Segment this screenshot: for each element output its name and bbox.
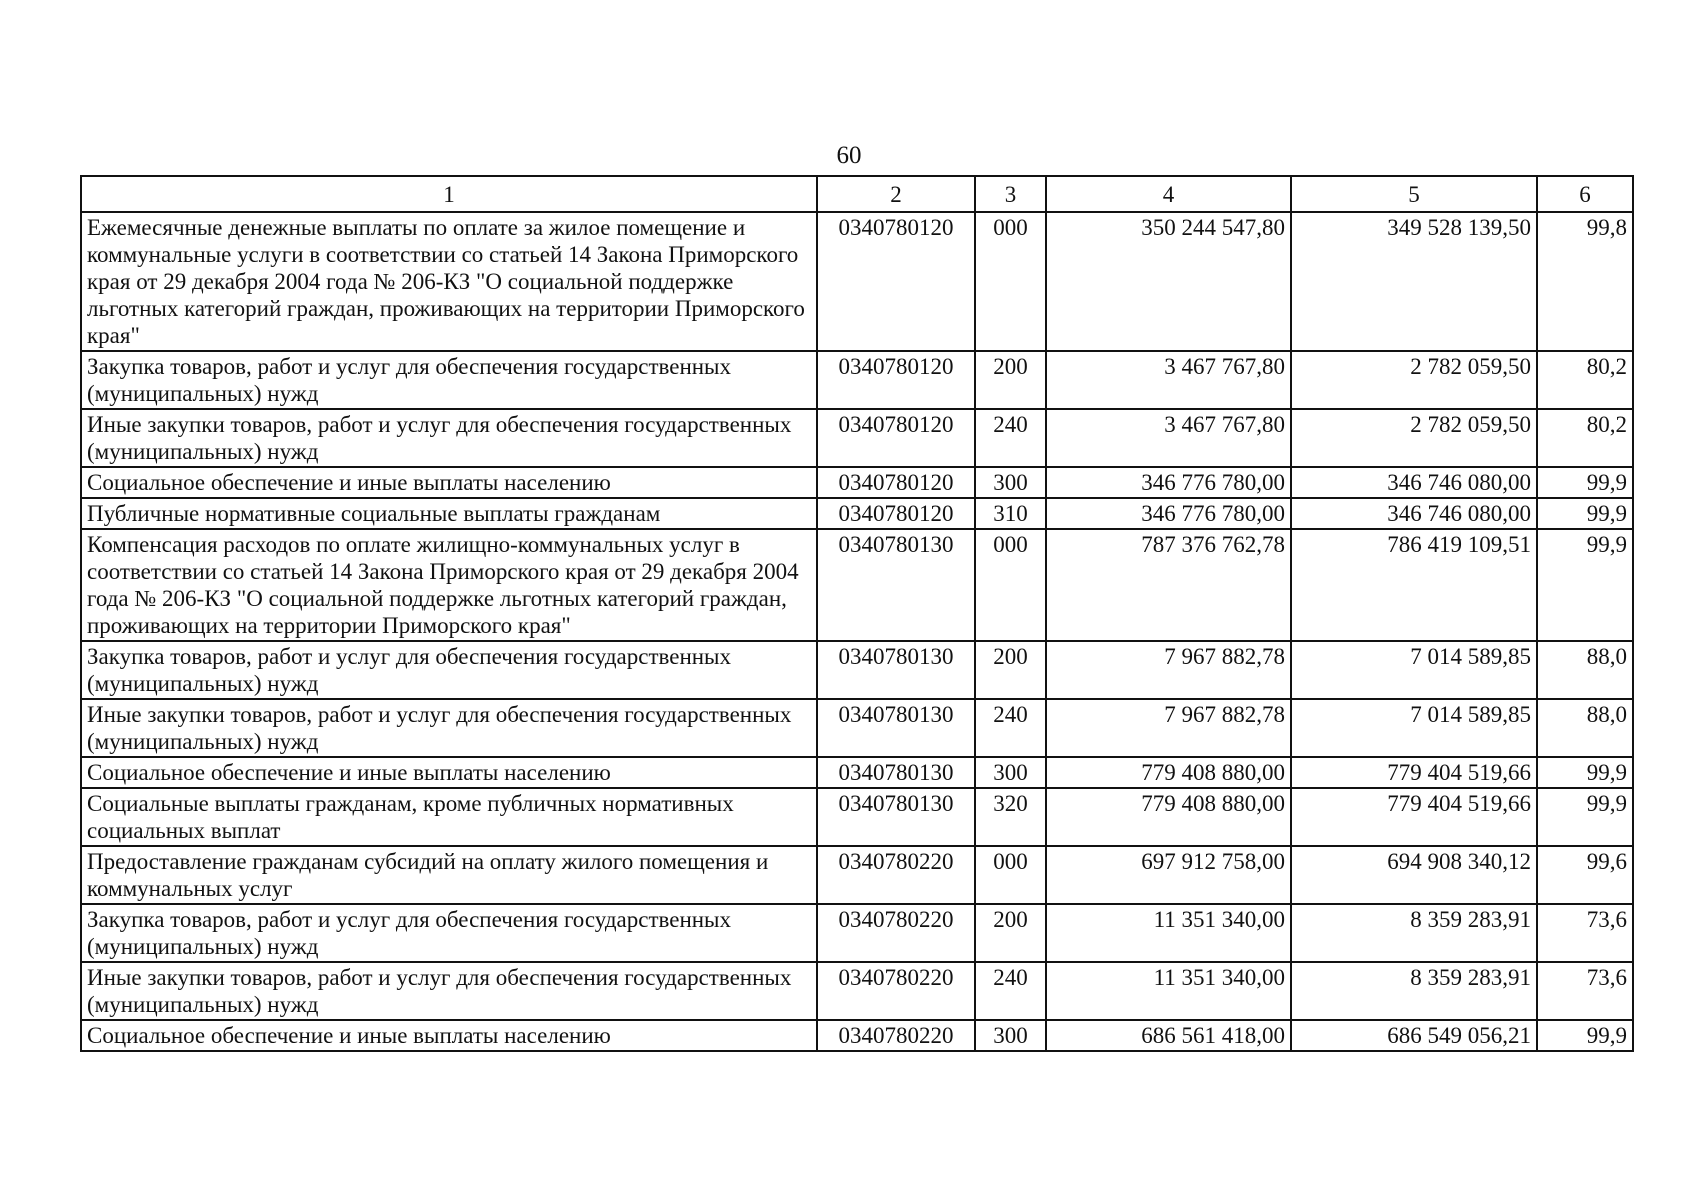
table-row	[81, 846, 1633, 904]
row-expense-type: 200	[975, 351, 1046, 409]
row-percent: 99,9	[1537, 757, 1633, 788]
row-planned: 346 776 780,00	[1046, 467, 1291, 498]
row-name: Социальные выплаты гражданам, кроме публичных нормативных социальных выплат	[81, 788, 817, 846]
table-row	[81, 351, 1633, 409]
row-expense-type: 240	[975, 409, 1046, 467]
row-executed: 349 528 139,50	[1291, 212, 1537, 351]
row-percent: 80,2	[1537, 409, 1633, 467]
row-name: Закупка товаров, работ и услуг для обеспечения государственных (муниципальных) нужд	[81, 904, 817, 962]
column-header-6: 6	[1537, 176, 1633, 212]
row-percent: 99,9	[1537, 529, 1633, 641]
row-code: 0340780130	[817, 529, 975, 641]
row-code: 0340780220	[817, 962, 975, 1020]
row-code: 0340780120	[817, 409, 975, 467]
row-planned: 3 467 767,80	[1046, 351, 1291, 409]
row-planned: 11 351 340,00	[1046, 962, 1291, 1020]
row-expense-type: 200	[975, 904, 1046, 962]
column-header-5: 5	[1291, 176, 1537, 212]
row-code: 0340780120	[817, 467, 975, 498]
row-executed: 346 746 080,00	[1291, 467, 1537, 498]
row-name: Иные закупки товаров, работ и услуг для обеспечения государственных (муниципальных) нужд	[81, 699, 817, 757]
row-code: 0340780130	[817, 788, 975, 846]
row-percent: 99,9	[1537, 467, 1633, 498]
row-percent: 99,9	[1537, 498, 1633, 529]
row-expense-type: 000	[975, 529, 1046, 641]
row-code: 0340780220	[817, 904, 975, 962]
row-name: Компенсация расходов по оплате жилищно-коммунальных услуг в соответствии со статьей 14 Закона Приморского края от 29 декабря 2004 года № 206-КЗ "О социальной поддержке льготных категорий граждан, проживающих на территории Приморского края"	[81, 529, 817, 641]
table-row	[81, 409, 1633, 467]
row-name: Публичные нормативные социальные выплаты гражданам	[81, 498, 817, 529]
row-executed: 346 746 080,00	[1291, 498, 1537, 529]
table-row	[81, 904, 1633, 962]
row-expense-type: 320	[975, 788, 1046, 846]
row-executed: 2 782 059,50	[1291, 351, 1537, 409]
row-code: 0340780220	[817, 846, 975, 904]
table-row	[81, 498, 1633, 529]
page-number: 60	[836, 142, 862, 169]
row-percent: 88,0	[1537, 699, 1633, 757]
row-percent: 99,6	[1537, 846, 1633, 904]
row-executed: 7 014 589,85	[1291, 641, 1537, 699]
table-row	[81, 467, 1633, 498]
row-executed: 694 908 340,12	[1291, 846, 1537, 904]
row-expense-type: 000	[975, 846, 1046, 904]
table-row	[81, 757, 1633, 788]
column-header-1: 1	[81, 176, 817, 212]
row-planned: 697 912 758,00	[1046, 846, 1291, 904]
row-percent: 88,0	[1537, 641, 1633, 699]
row-code: 0340780130	[817, 699, 975, 757]
row-planned: 7 967 882,78	[1046, 641, 1291, 699]
row-planned: 11 351 340,00	[1046, 904, 1291, 962]
row-expense-type: 240	[975, 962, 1046, 1020]
row-expense-type: 200	[975, 641, 1046, 699]
row-planned: 787 376 762,78	[1046, 529, 1291, 641]
row-name: Закупка товаров, работ и услуг для обеспечения государственных (муниципальных) нужд	[81, 641, 817, 699]
row-name: Иные закупки товаров, работ и услуг для обеспечения государственных (муниципальных) нужд	[81, 962, 817, 1020]
row-name: Ежемесячные денежные выплаты по оплате за жилое помещение и коммунальные услуги в соответствии со статьей 14 Закона Приморского края от 29 декабря 2004 года № 206-КЗ "О социальной поддержке льготных категорий граждан, проживающих на территории Приморского края"	[81, 212, 817, 351]
table-row	[81, 962, 1633, 1020]
row-planned: 779 408 880,00	[1046, 757, 1291, 788]
row-name: Социальное обеспечение и иные выплаты населению	[81, 757, 817, 788]
row-percent: 99,8	[1537, 212, 1633, 351]
budget-table	[80, 175, 1634, 1052]
table-row	[81, 212, 1633, 351]
row-expense-type: 310	[975, 498, 1046, 529]
column-header-3: 3	[975, 176, 1046, 212]
row-percent: 80,2	[1537, 351, 1633, 409]
row-code: 0340780130	[817, 757, 975, 788]
row-expense-type: 300	[975, 757, 1046, 788]
row-percent: 99,9	[1537, 788, 1633, 846]
row-executed: 2 782 059,50	[1291, 409, 1537, 467]
row-expense-type: 000	[975, 212, 1046, 351]
row-executed: 779 404 519,66	[1291, 757, 1537, 788]
row-name: Социальное обеспечение и иные выплаты населению	[81, 1020, 817, 1051]
row-expense-type: 300	[975, 1020, 1046, 1051]
row-code: 0340780120	[817, 212, 975, 351]
row-percent: 73,6	[1537, 962, 1633, 1020]
row-planned: 779 408 880,00	[1046, 788, 1291, 846]
row-expense-type: 300	[975, 467, 1046, 498]
row-code: 0340780120	[817, 498, 975, 529]
column-header-2: 2	[817, 176, 975, 212]
row-planned: 346 776 780,00	[1046, 498, 1291, 529]
row-name: Предоставление гражданам субсидий на оплату жилого помещения и коммунальных услуг	[81, 846, 817, 904]
row-executed: 779 404 519,66	[1291, 788, 1537, 846]
row-planned: 7 967 882,78	[1046, 699, 1291, 757]
row-executed: 8 359 283,91	[1291, 904, 1537, 962]
row-name: Социальное обеспечение и иные выплаты населению	[81, 467, 817, 498]
row-executed: 686 549 056,21	[1291, 1020, 1537, 1051]
table-row	[81, 641, 1633, 699]
row-code: 0340780130	[817, 641, 975, 699]
row-planned: 686 561 418,00	[1046, 1020, 1291, 1051]
table-row	[81, 699, 1633, 757]
row-name: Закупка товаров, работ и услуг для обеспечения государственных (муниципальных) нужд	[81, 351, 817, 409]
header-row	[81, 176, 1633, 212]
row-percent: 99,9	[1537, 1020, 1633, 1051]
row-code: 0340780220	[817, 1020, 975, 1051]
row-planned: 350 244 547,80	[1046, 212, 1291, 351]
table-row	[81, 788, 1633, 846]
row-executed: 786 419 109,51	[1291, 529, 1537, 641]
column-header-4: 4	[1046, 176, 1291, 212]
row-code: 0340780120	[817, 351, 975, 409]
row-name: Иные закупки товаров, работ и услуг для обеспечения государственных (муниципальных) нужд	[81, 409, 817, 467]
row-executed: 8 359 283,91	[1291, 962, 1537, 1020]
row-executed: 7 014 589,85	[1291, 699, 1537, 757]
row-expense-type: 240	[975, 699, 1046, 757]
table-row	[81, 1020, 1633, 1051]
row-percent: 73,6	[1537, 904, 1633, 962]
table-row	[81, 529, 1633, 641]
row-planned: 3 467 767,80	[1046, 409, 1291, 467]
